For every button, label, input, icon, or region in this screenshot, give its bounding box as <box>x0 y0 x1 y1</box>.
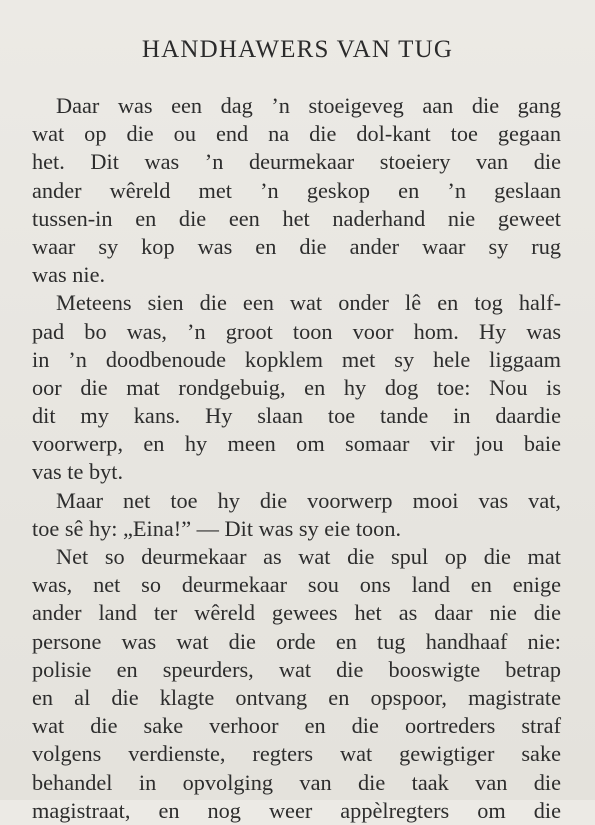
text-line: magistraat, en nog weer appèlregters om die <box>32 797 561 823</box>
text-line: waar sy kop was en die ander waar sy rug <box>32 233 561 259</box>
text-line: behandel in opvolging van die taak van die <box>32 769 561 795</box>
text-line: volgens verdienste, regters wat gewigtiger sake <box>32 741 561 767</box>
text-line: toe sê hy: „Eina!” — Dit was sy eie toon. <box>32 515 402 541</box>
text-line: ander wêreld met ’n geskop en ’n geslaan <box>32 177 561 203</box>
text-line: dit my kans. Hy slaan toe tande in daardie <box>32 403 561 429</box>
text-line: Meteens sien die een wat onder lê en tog half- <box>56 290 561 316</box>
text-line: persone was wat die orde en tug handhaaf nie: <box>32 628 561 654</box>
paragraph-2 <box>32 289 561 486</box>
text-line: wat die sake verhoor en die oortreders straf <box>32 713 561 739</box>
text-line: ander land ter wêreld gewees het as daar nie die <box>32 600 561 626</box>
text-line: voorwerp, en hy meen om somaar vir jou baie <box>32 431 561 457</box>
text-line: vas te byt. <box>32 459 124 485</box>
text-line: in ’n doodbenoude kopklem met sy hele liggaam <box>32 346 561 372</box>
text-line: pad bo was, ’n groot toon voor hom. Hy was <box>32 318 561 344</box>
text-line: Maar net toe hy die voorwerp mooi vas vat, <box>56 487 561 513</box>
text-line: Daar was een dag ’n stoeigeveg aan die gang <box>56 93 561 118</box>
text-line: wat op die ou end na die dol-kant toe gegaan <box>32 121 561 147</box>
text-line: Net so deurmekaar as wat die spul op die mat <box>56 544 561 569</box>
text-line: oor die mat rondgebuig, en hy dog toe: Nou is <box>32 374 561 400</box>
page-title: HANDHAWERS VAN TUG <box>141 36 454 63</box>
paragraph-4 <box>32 543 561 825</box>
text-line: en al die klagte ontvang en opspoor, magistrate <box>32 684 561 710</box>
body-text <box>32 92 561 825</box>
text-line: tussen-in en die een het naderhand nie geweet <box>32 205 561 231</box>
paragraph-3 <box>32 487 561 543</box>
paragraph-1 <box>32 92 561 289</box>
text-line: het. Dit was ’n deurmekaar stoeiery van die <box>32 149 561 175</box>
text-line: was, net so deurmekaar sou ons land en enige <box>32 572 561 598</box>
text-line: was nie. <box>32 262 106 288</box>
text-line: polisie en speurders, wat die booswigte betrap <box>32 656 561 682</box>
